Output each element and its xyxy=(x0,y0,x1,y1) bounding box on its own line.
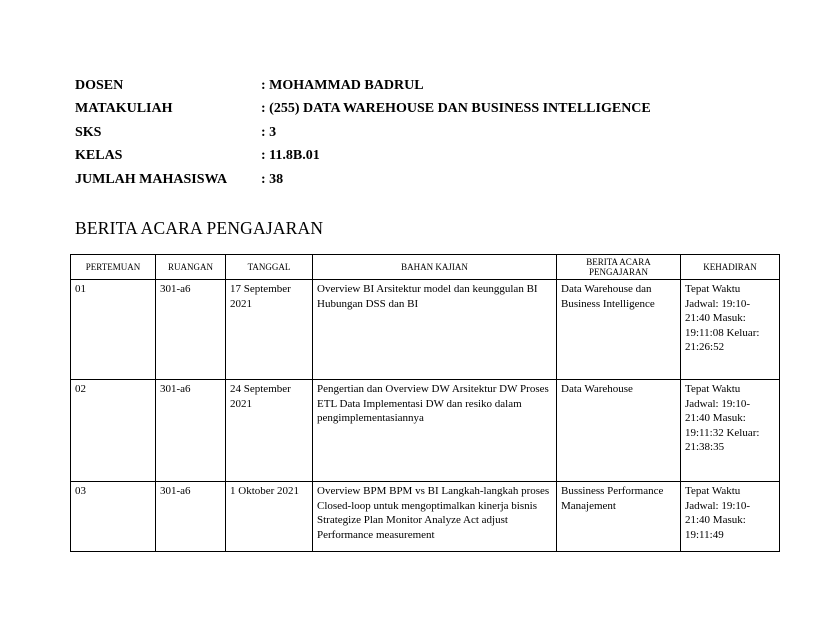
column-header: RUANGAN xyxy=(156,255,226,280)
cell-tanggal: 17 September 2021 xyxy=(226,280,313,380)
info-row-sks xyxy=(75,121,651,145)
info-row-kelas xyxy=(75,145,651,169)
cell-bahan-kajian: Overview BI Arsitektur model dan keunggulan BI Hubungan DSS dan BI xyxy=(313,280,557,380)
info-value: : (255) DATA WAREHOUSE DAN BUSINESS INTELLIGENCE xyxy=(261,101,651,117)
cell-kehadiran: Tepat Waktu Jadwal: 19:10-21:40 Masuk: 19:11:08 Keluar: 21:26:52 xyxy=(681,280,780,380)
page-title: BERITA ACARA PENGAJARAN xyxy=(75,218,324,238)
cell-pertemuan: 02 xyxy=(71,380,156,482)
info-label: SKS xyxy=(75,124,102,140)
cell-ruangan: 301-a6 xyxy=(156,482,226,552)
table-row xyxy=(71,482,780,552)
info-label: MATAKULIAH xyxy=(75,101,173,117)
info-label: DOSEN xyxy=(75,77,124,93)
cell-tanggal: 24 September 2021 xyxy=(226,380,313,482)
info-row-dosen xyxy=(75,74,651,98)
info-row-jumlah-mahasiswa xyxy=(75,168,651,192)
cell-ruangan: 301-a6 xyxy=(156,380,226,482)
cell-ruangan: 301-a6 xyxy=(156,280,226,380)
cell-pertemuan: 01 xyxy=(71,280,156,380)
cell-kehadiran: Tepat Waktu Jadwal: 19:10-21:40 Masuk: 19:11:49 xyxy=(681,482,780,552)
table-row xyxy=(71,280,780,380)
column-header: KEHADIRAN xyxy=(681,255,780,280)
cell-berita-acara: Data Warehouse dan Business Intelligence xyxy=(557,280,681,380)
table-header-row xyxy=(71,255,780,280)
table-row xyxy=(71,380,780,482)
column-header: TANGGAL xyxy=(226,255,313,280)
course-info xyxy=(75,74,651,192)
info-value: : 3 xyxy=(261,124,277,140)
info-value: : 11.8B.01 xyxy=(261,148,320,164)
cell-tanggal: 1 Oktober 2021 xyxy=(226,482,313,552)
cell-berita-acara: Data Warehouse xyxy=(557,380,681,482)
info-label: KELAS xyxy=(75,148,123,164)
column-header: BAHAN KAJIAN xyxy=(313,255,557,280)
column-header: BERITA ACARA PENGAJARAN xyxy=(557,255,681,280)
info-label: JUMLAH MAHASISWA xyxy=(75,171,228,187)
cell-pertemuan: 03 xyxy=(71,482,156,552)
cell-bahan-kajian: Overview BPM BPM vs BI Langkah-langkah proses Closed-loop untuk mengoptimalkan kinerja bisnis Strategize Plan Monitor Analyze Act adjust Performance measurement xyxy=(313,482,557,552)
column-header: PERTEMUAN xyxy=(71,255,156,280)
info-value: : MOHAMMAD BADRUL xyxy=(261,77,424,93)
cell-berita-acara: Bussiness Performance Manajement xyxy=(557,482,681,552)
info-value: : 38 xyxy=(261,171,284,187)
cell-kehadiran: Tepat Waktu Jadwal: 19:10-21:40 Masuk: 19:11:32 Keluar: 21:38:35 xyxy=(681,380,780,482)
attendance-table xyxy=(70,254,780,552)
cell-bahan-kajian: Pengertian dan Overview DW Arsitektur DW Proses ETL Data Implementasi DW dan resiko dalam pengimplementasiannya xyxy=(313,380,557,482)
info-row-matakuliah xyxy=(75,98,651,122)
